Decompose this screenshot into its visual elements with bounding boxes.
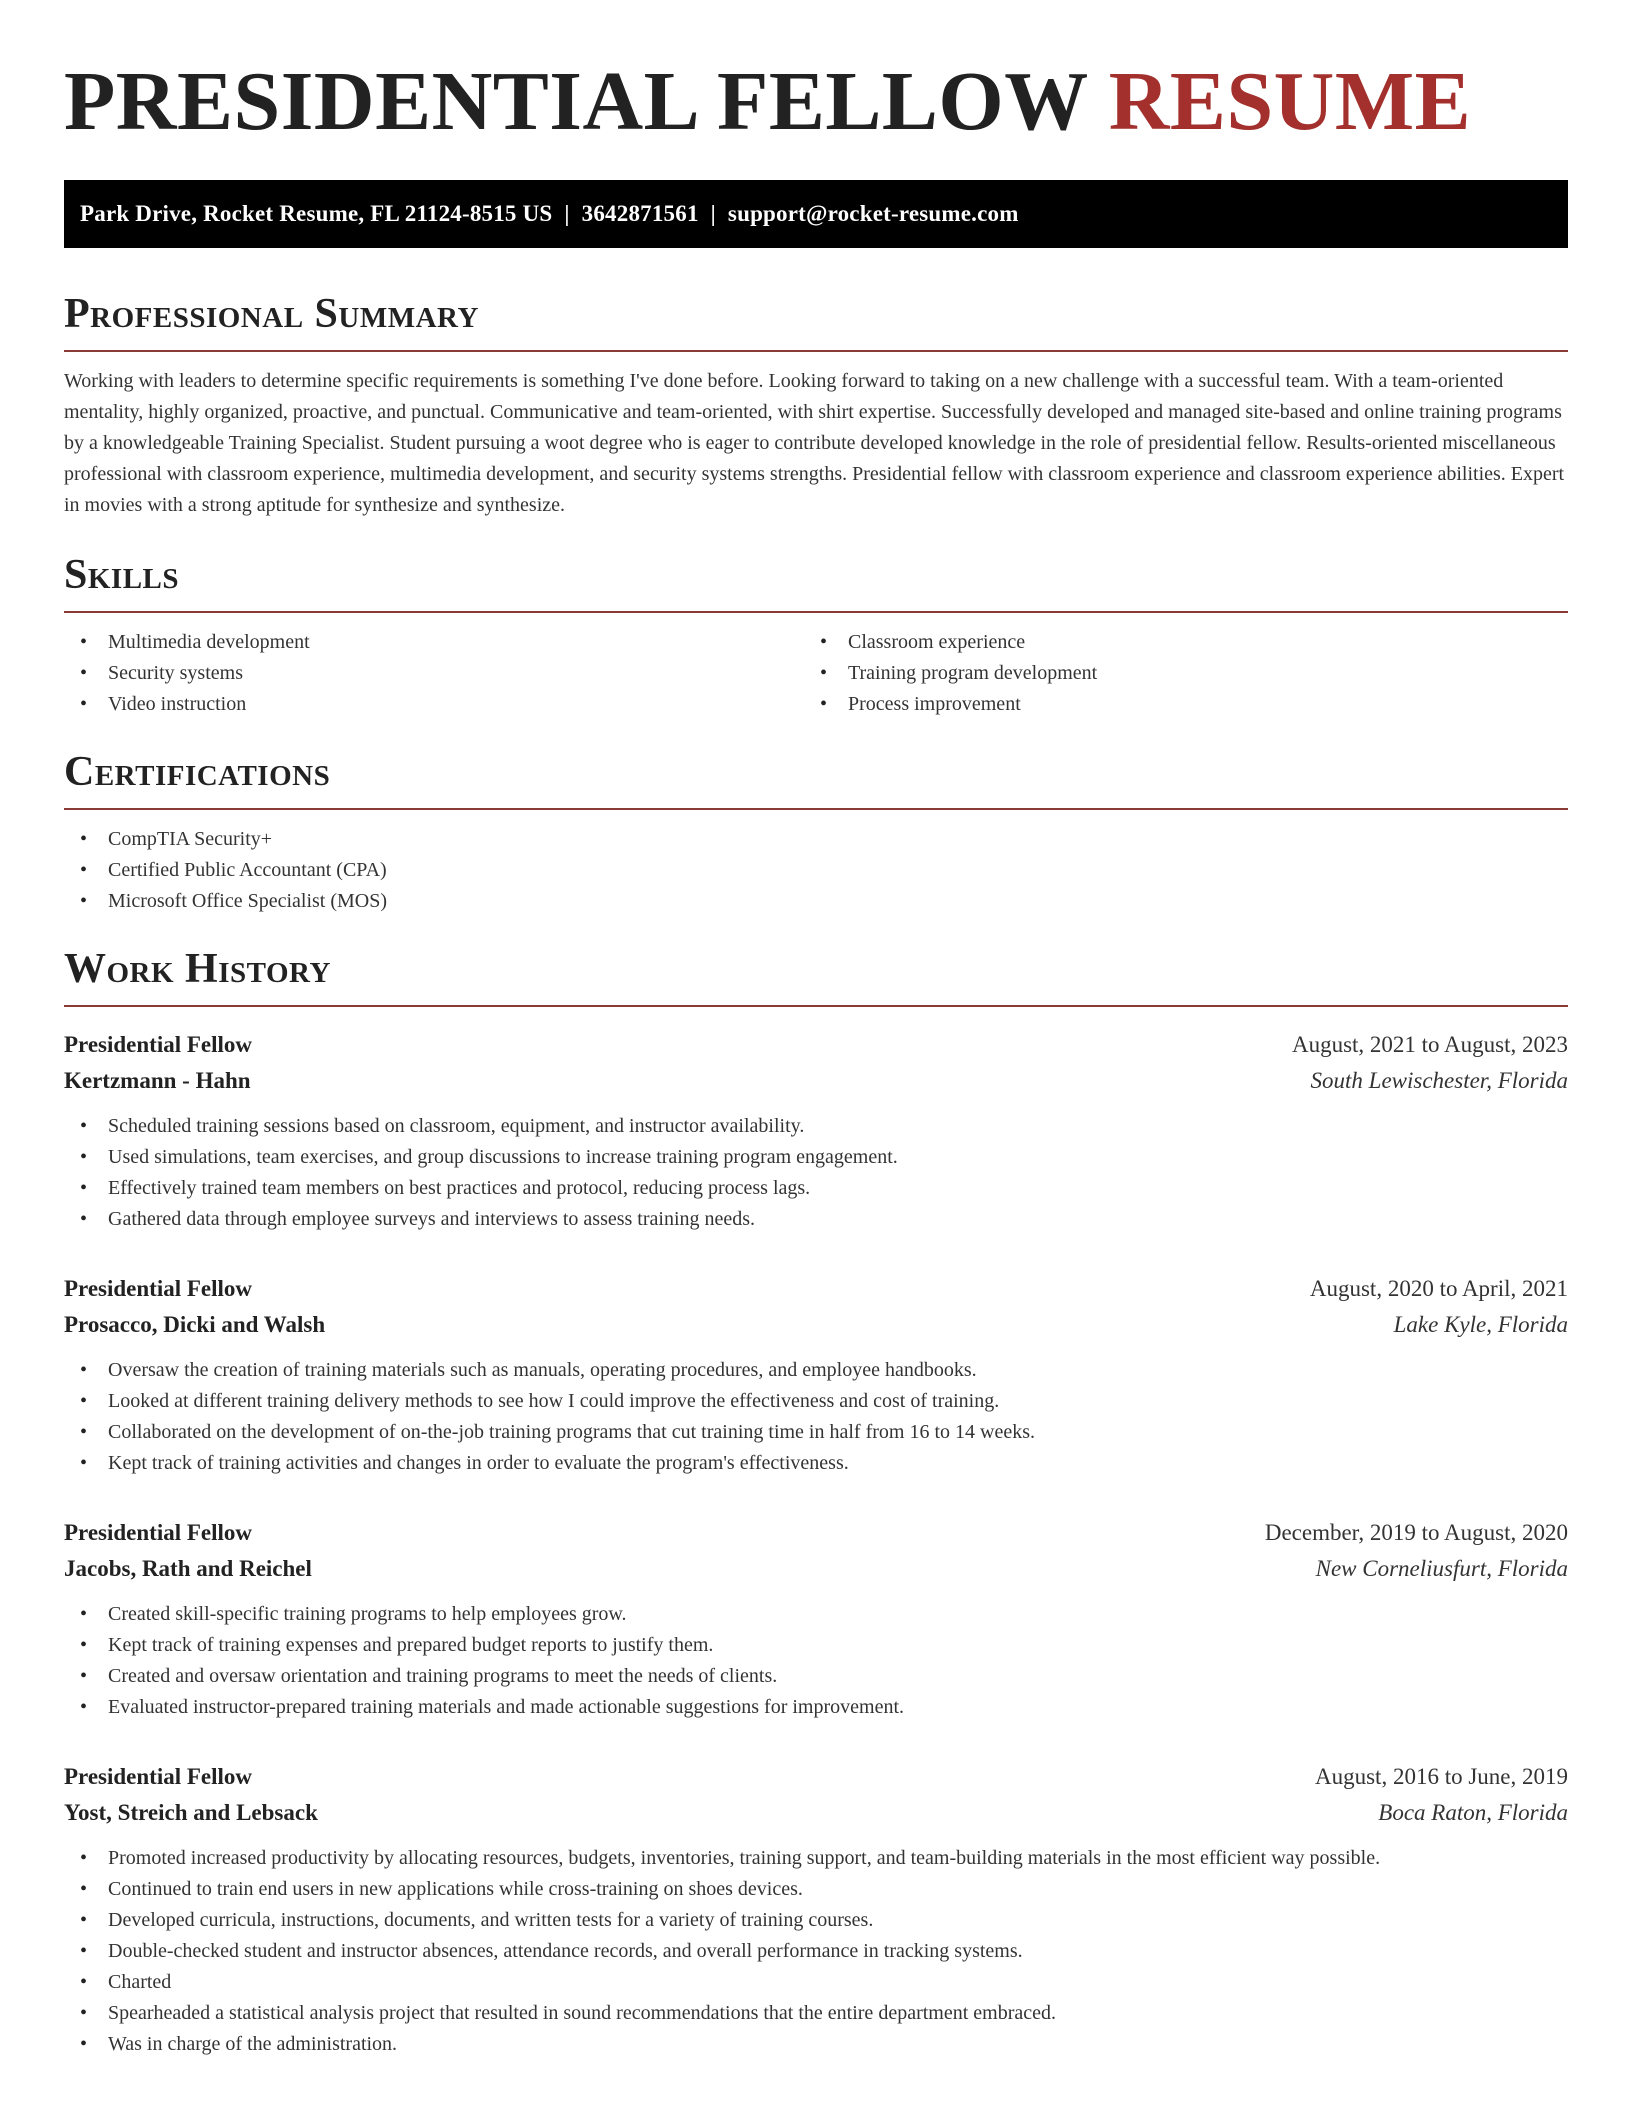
duty-item: • Created skill-specific training programs to help employees grow. (64, 1599, 1568, 1630)
contact-separator: | (710, 201, 716, 226)
section-divider (64, 1005, 1568, 1007)
summary-section (64, 290, 1568, 521)
duty-item: • Was in charge of the administration. (64, 2029, 1568, 2060)
job-title: Presidential Fellow (64, 1520, 253, 1545)
job-duties (64, 1111, 1568, 1235)
job-location: Lake Kyle, Florida (1393, 1312, 1568, 1337)
job-company-row (64, 1795, 1568, 1831)
summary-heading: Professional Summary (64, 291, 479, 337)
job-header-row (64, 1759, 1568, 1795)
duty-item: • Collaborated on the development of on-the-job training programs that cut training time in half from 16 to 14 weeks. (64, 1417, 1568, 1448)
job-duties (64, 1599, 1568, 1723)
job-company-row (64, 1063, 1568, 1099)
duty-item: • Charted (64, 1967, 1568, 1998)
summary-text: Working with leaders to determine specific requirements is something I've done before. Looking forward to taking on a new challenge with a successful team. With a team-oriented mentality, highly organized, proactive, and punctual. Communicative and team-oriented, with shirt expertise. Successfully developed and managed site-based and online training programs by a knowledgeable Training Specialist. Student pursuing a woot degree who is eager to contribute developed knowledge in the role of presidential fellow. Results-oriented miscellaneous professional with classroom experience, multimedia development, and security systems strengths. Presidential fellow with classroom experience and classroom experience abilities. Expert in movies with a strong aptitude for synthesize and synthesize. (64, 370, 1565, 516)
job-dates: August, 2020 to April, 2021 (1309, 1276, 1568, 1301)
job-location: Boca Raton, Florida (1378, 1800, 1568, 1825)
job-entry (64, 1759, 1568, 2060)
work-history-section (64, 945, 1568, 2060)
work-history-heading: Work History (64, 946, 331, 992)
job-dates: December, 2019 to August, 2020 (1264, 1520, 1568, 1545)
duty-item: • Looked at different training delivery methods to see how I could improve the effectiveness and cost of training. (64, 1386, 1568, 1417)
duty-item: • Promoted increased productivity by allocating resources, budgets, inventories, training support, and team-building materials in the most efficient way possible. (64, 1843, 1568, 1874)
duty-item: • Kept track of training activities and changes in order to evaluate the program's effectiveness. (64, 1448, 1568, 1479)
duty-item: • Kept track of training expenses and prepared budget reports to justify them. (64, 1630, 1568, 1661)
skills-list-left (64, 627, 804, 720)
job-entry (64, 1027, 1568, 1235)
duty-item: • Effectively trained team members on best practices and protocol, reducing process lags. (64, 1173, 1568, 1204)
skill-item: • Classroom experience (804, 627, 1544, 658)
duty-item: • Evaluated instructor-prepared training materials and made actionable suggestions for improvement. (64, 1692, 1568, 1723)
certification-item: • Microsoft Office Specialist (MOS) (64, 886, 1568, 917)
job-company-row (64, 1551, 1568, 1587)
job-dates: August, 2021 to August, 2023 (1291, 1032, 1568, 1057)
certifications-list (64, 824, 1568, 917)
job-entry (64, 1515, 1568, 1723)
skills-heading: Skills (64, 552, 180, 598)
job-location: New Corneliusfurt, Florida (1315, 1556, 1568, 1581)
job-company-row (64, 1307, 1568, 1343)
certification-item: • Certified Public Accountant (CPA) (64, 855, 1568, 886)
certifications-heading: Certifications (64, 749, 331, 795)
skill-item: • Process improvement (804, 689, 1544, 720)
duty-item: • Used simulations, team exercises, and group discussions to increase training program engagement. (64, 1142, 1568, 1173)
job-title: Presidential Fellow (64, 1764, 253, 1789)
duty-item: • Double-checked student and instructor absences, attendance records, and overall performance in tracking systems. (64, 1936, 1568, 1967)
contact-email: support@rocket-resume.com (727, 201, 1019, 226)
duty-item: • Created and oversaw orientation and training programs to meet the needs of clients. (64, 1661, 1568, 1692)
skills-list-right (804, 627, 1544, 720)
duty-item: • Oversaw the creation of training materials such as manuals, operating procedures, and employee handbooks. (64, 1355, 1568, 1386)
job-company: Jacobs, Rath and Reichel (64, 1556, 312, 1581)
section-divider (64, 808, 1568, 810)
section-divider (64, 350, 1568, 352)
skill-item: • Multimedia development (64, 627, 804, 658)
job-header-row (64, 1271, 1568, 1307)
skills-grid (64, 627, 1568, 720)
job-dates: August, 2016 to June, 2019 (1315, 1764, 1568, 1789)
job-company: Prosacco, Dicki and Walsh (64, 1312, 326, 1337)
duty-item: • Developed curricula, instructions, documents, and written tests for a variety of training courses. (64, 1905, 1568, 1936)
job-company: Yost, Streich and Lebsack (64, 1800, 318, 1825)
job-title: Presidential Fellow (64, 1032, 253, 1057)
job-title: Presidential Fellow (64, 1276, 253, 1301)
contact-address: Park Drive, Rocket Resume, FL 21124-8515 US (80, 201, 553, 226)
job-company: Kertzmann - Hahn (64, 1068, 251, 1093)
duty-item: • Gathered data through employee surveys and interviews to assess training needs. (64, 1204, 1568, 1235)
job-duties (64, 1355, 1568, 1479)
contact-separator: | (564, 201, 570, 226)
duty-item: • Spearheaded a statistical analysis project that resulted in sound recommendations that the entire department embraced. (64, 1998, 1568, 2029)
certification-item: • CompTIA Security+ (64, 824, 1568, 855)
section-divider (64, 611, 1568, 613)
contact-bar (64, 180, 1568, 248)
skill-item: • Video instruction (64, 689, 804, 720)
resume-title (64, 52, 1568, 152)
job-duties (64, 1843, 1568, 2060)
contact-phone: 3642871561 (581, 201, 699, 226)
skill-item: • Training program development (804, 658, 1544, 689)
title-accent: RESUME (1108, 55, 1472, 148)
skill-item: • Security systems (64, 658, 804, 689)
duty-item: • Continued to train end users in new applications while cross-training on shoes devices. (64, 1874, 1568, 1905)
job-header-row (64, 1027, 1568, 1063)
job-location: South Lewischester, Florida (1310, 1068, 1568, 1093)
duty-item: • Scheduled training sessions based on classroom, equipment, and instructor availability. (64, 1111, 1568, 1142)
job-header-row (64, 1515, 1568, 1551)
certifications-section (64, 748, 1568, 917)
job-entry (64, 1271, 1568, 1479)
title-main: PRESIDENTIAL FELLOW (64, 55, 1088, 148)
skills-section (64, 551, 1568, 720)
